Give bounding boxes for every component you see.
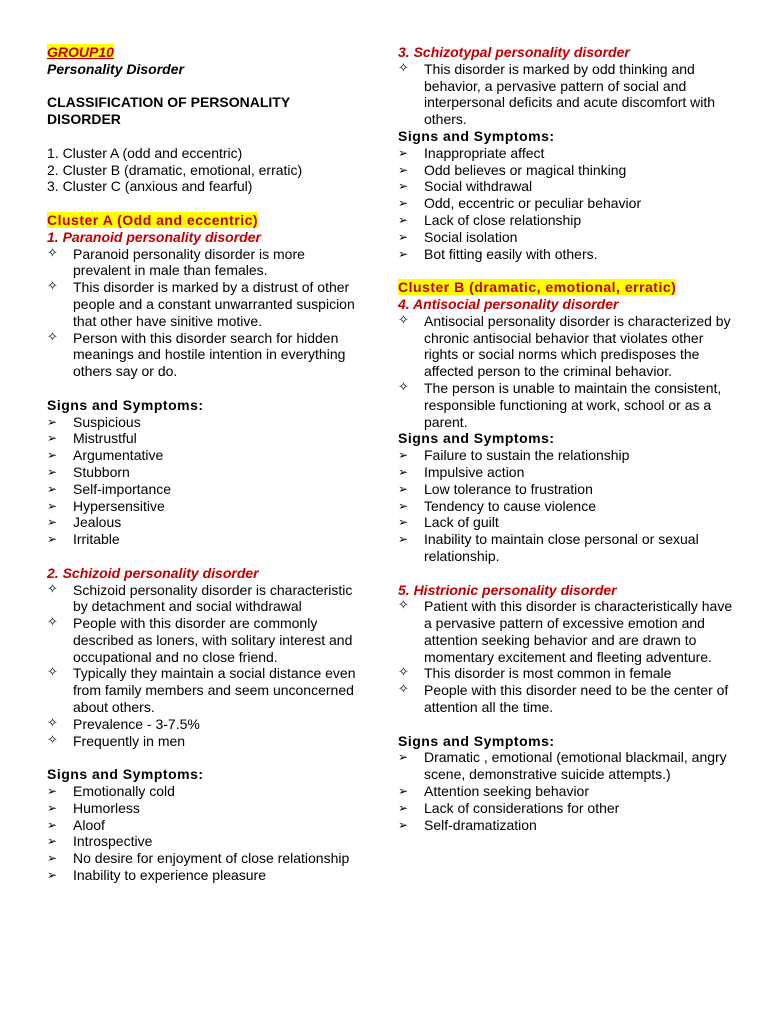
- arrow-bullet-icon: ➢: [398, 750, 409, 765]
- list-item: ✧ The person is unable to maintain the consistent, responsible functioning at work, school or as a parent.: [398, 379, 722, 430]
- list-item: ➢ Argumentative: [47, 447, 164, 464]
- arrow-bullet-icon: ➢: [47, 515, 58, 530]
- list-item: ➢ Self-importance: [47, 480, 172, 497]
- arrow-bullet-icon: ➢: [47, 464, 58, 479]
- star-bullet-icon: ✧: [398, 598, 409, 614]
- arrow-bullet-icon: ➢: [47, 414, 58, 429]
- list-item: ➢ Irritable: [47, 531, 120, 548]
- list-item: ➢ Suspicious: [47, 413, 141, 430]
- arrow-bullet-icon: ➢: [47, 431, 58, 446]
- list-item: ➢ Bot fitting easily with others.: [398, 245, 598, 262]
- arrow-bullet-icon: ➢: [398, 498, 409, 513]
- star-bullet-icon: ✧: [47, 615, 58, 631]
- arrow-bullet-icon: ➢: [398, 162, 409, 177]
- arrow-bullet-icon: ➢: [398, 800, 409, 815]
- arrow-bullet-icon: ➢: [47, 532, 58, 547]
- group-label: GROUP10: [47, 44, 114, 60]
- arrow-bullet-icon: ➢: [398, 246, 409, 261]
- star-bullet-icon: ✧: [47, 329, 58, 345]
- list-item: ✧ People with this disorder need to be the center of attention all the time.: [398, 682, 729, 716]
- list-item: ➢ Tendency to cause violence: [398, 497, 596, 514]
- list-item: ➢ Impulsive action: [398, 463, 525, 480]
- cluster-list-item: 1. Cluster A (odd and eccentric): [47, 144, 243, 161]
- list-item: ➢ Introspective: [47, 833, 153, 850]
- star-bullet-icon: ✧: [47, 665, 58, 681]
- list-item: ✧ Person with this disorder search for hidden meanings and hostile intention in everything others say or do.: [47, 329, 346, 380]
- arrow-bullet-icon: ➢: [47, 784, 58, 799]
- signs-heading: Signs and Symptoms:: [398, 732, 555, 749]
- list-item: ➢ Low tolerance to frustration: [398, 480, 593, 497]
- star-bullet-icon: ✧: [398, 60, 409, 76]
- star-bullet-icon: ✧: [398, 682, 409, 698]
- list-item: ✧ This disorder is marked by a distrust of other people and a constant unwarranted suspicion that other have sinitive motive.: [47, 279, 355, 329]
- list-item: ➢ Emotionally cold: [47, 783, 175, 800]
- list-item: ➢ No desire for enjoyment of close relationship: [47, 850, 350, 867]
- arrow-bullet-icon: ➢: [398, 448, 409, 463]
- signs-heading: Signs and Symptoms:: [398, 127, 555, 144]
- list-item: ✧ People with this disorder are commonly described as loners, with solitary interest and occupational and no close friend.: [47, 615, 353, 665]
- arrow-bullet-icon: ➢: [398, 145, 409, 160]
- list-item: ✧ Frequently in men: [47, 732, 186, 749]
- list-item: ➢ Humorless: [47, 799, 140, 816]
- arrow-bullet-icon: ➢: [47, 800, 58, 815]
- cluster-list-item: 3. Cluster C (anxious and fearful): [47, 178, 253, 195]
- list-item: ➢ Social isolation: [398, 228, 518, 245]
- arrow-bullet-icon: ➢: [398, 464, 409, 479]
- star-bullet-icon: ✧: [47, 715, 58, 731]
- cluster-b-heading: [398, 279, 738, 296]
- arrow-bullet-icon: ➢: [398, 196, 409, 211]
- left-column: [47, 44, 365, 884]
- cluster-a-heading: [47, 212, 365, 229]
- arrow-bullet-icon: ➢: [47, 481, 58, 496]
- arrow-bullet-icon: ➢: [398, 229, 409, 244]
- list-item: ➢ Mistrustful: [47, 430, 137, 447]
- classification-title: CLASSIFICATION OF PERSONALITY DISORDER: [47, 94, 290, 128]
- list-item: ➢ Lack of close relationship: [398, 211, 582, 228]
- list-item: ➢ Self-dramatization: [398, 816, 537, 833]
- list-item: ➢ Lack of guilt: [398, 514, 499, 531]
- list-item: ✧ This disorder is most common in female: [398, 665, 672, 682]
- arrow-bullet-icon: ➢: [398, 817, 409, 832]
- group-title: [47, 44, 365, 61]
- list-item: ✧ Prevalence - 3-7.5%: [47, 715, 200, 732]
- list-item: ✧ Patient with this disorder is characteristically have a pervasive pattern of excessive emotion and attention seeking behavior and are drawn to momentary excitement and fleeting adventure.: [398, 598, 733, 665]
- signs-heading: Signs and Symptoms:: [47, 766, 204, 783]
- arrow-bullet-icon: ➢: [398, 212, 409, 227]
- list-item: ➢ Attention seeking behavior: [398, 783, 589, 800]
- schizoid-title: 2. Schizoid personality disorder: [47, 564, 259, 581]
- list-item: ✧ Antisocial personality disorder is characterized by chronic antisocial behavior that violates other rights or social norms which predisposes the affected person to the criminal behavior.: [398, 312, 731, 380]
- list-item: ✧ Paranoid personality disorder is more prevalent in male than females.: [47, 245, 305, 279]
- list-item: ➢ Social withdrawal: [398, 178, 533, 195]
- antisocial-title: 4. Antisocial personality disorder: [398, 295, 619, 312]
- paranoid-title: 1. Paranoid personality disorder: [47, 228, 261, 245]
- cluster-list-item: 2. Cluster B (dramatic, emotional, erratic): [47, 161, 303, 178]
- topic-title: Personality Disorder: [47, 60, 184, 77]
- signs-heading: Signs and Symptoms:: [398, 430, 555, 447]
- cluster-b-title: Cluster B (dramatic, emotional, erratic): [398, 279, 677, 296]
- star-bullet-icon: ✧: [47, 245, 58, 261]
- list-item: ➢ Jealous: [47, 514, 122, 531]
- star-bullet-icon: ✧: [398, 379, 409, 395]
- star-bullet-icon: ✧: [47, 279, 58, 295]
- list-item: ✧ Schizoid personality disorder is characteristic by detachment and social withdrawal: [47, 581, 353, 615]
- arrow-bullet-icon: ➢: [398, 784, 409, 799]
- cluster-a-title: Cluster A (Odd and eccentric): [47, 211, 259, 228]
- arrow-bullet-icon: ➢: [47, 498, 58, 513]
- arrow-bullet-icon: ➢: [47, 817, 58, 832]
- arrow-bullet-icon: ➢: [398, 179, 409, 194]
- list-item: ➢ Dramatic , emotional (emotional blackmail, angry scene, demonstrative suicide attempts.): [398, 749, 727, 783]
- star-bullet-icon: ✧: [398, 665, 409, 681]
- histrionic-title: 5. Histrionic personality disorder: [398, 581, 617, 598]
- star-bullet-icon: ✧: [47, 581, 58, 597]
- signs-heading: Signs and Symptoms:: [47, 396, 204, 413]
- star-bullet-icon: ✧: [398, 312, 409, 328]
- arrow-bullet-icon: ➢: [47, 834, 58, 849]
- right-column: [398, 44, 738, 833]
- list-item: ➢ Hypersensitive: [47, 497, 165, 514]
- arrow-bullet-icon: ➢: [398, 532, 409, 547]
- list-item: ✧ This disorder is marked by odd thinking and behavior, a pervasive pattern of social and interpersonal deficits and acute discomfort with others.: [398, 60, 716, 128]
- list-item: ➢ Inability to maintain close personal or sexual relationship.: [398, 531, 699, 564]
- list-item: ➢ Odd, eccentric or peculiar behavior: [398, 195, 642, 212]
- list-item: ➢ Lack of considerations for other: [398, 799, 620, 816]
- list-item: ➢ Inappropriate affect: [398, 144, 545, 161]
- arrow-bullet-icon: ➢: [47, 448, 58, 463]
- star-bullet-icon: ✧: [47, 732, 58, 748]
- arrow-bullet-icon: ➢: [47, 868, 58, 883]
- list-item: ➢ Aloof: [47, 816, 105, 833]
- list-item: ✧ Typically they maintain a social distance even from family members and seem unconcerned about others.: [47, 665, 356, 716]
- list-item: ➢ Inability to experience pleasure: [47, 867, 267, 884]
- arrow-bullet-icon: ➢: [398, 515, 409, 530]
- arrow-bullet-icon: ➢: [47, 851, 58, 866]
- arrow-bullet-icon: ➢: [398, 481, 409, 496]
- list-item: ➢ Stubborn: [47, 463, 130, 480]
- list-item: ➢ Odd believes or magical thinking: [398, 161, 627, 178]
- list-item: ➢ Failure to sustain the relationship: [398, 447, 630, 464]
- schizotypal-title: 3. Schizotypal personality disorder: [398, 44, 630, 60]
